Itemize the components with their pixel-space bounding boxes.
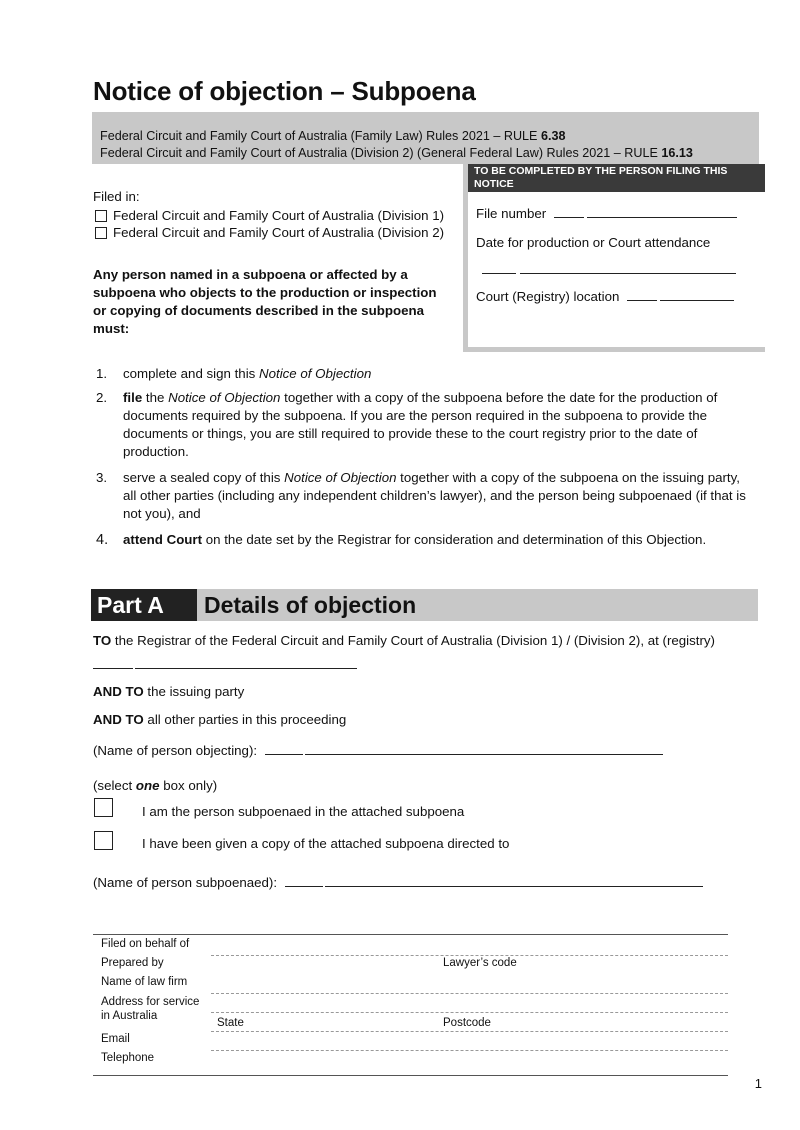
to-registrar-line [93, 633, 715, 648]
intro-instructions: Any person named in a subpoena or affected by a subpoena who objects to the production or inspection or copying of documents described in the subpoena must: [93, 267, 437, 336]
production-date-label: Date for production or Court attendance [476, 235, 711, 250]
state-label: State [217, 1017, 244, 1029]
step-number: 3. [96, 470, 108, 485]
part-a-header [91, 589, 758, 621]
rule-line-text: Federal Circuit and Family Court of Australia (Division 2) (General Federal Law) Rules 2021 – RULE [100, 146, 662, 160]
telephone-label: Telephone [101, 1052, 155, 1064]
step-text: the [142, 390, 169, 405]
step-number: 1. [96, 366, 108, 381]
step-text: serve a sealed copy of this [123, 470, 285, 485]
select-text: box only) [159, 778, 218, 793]
select-text: (select [93, 778, 136, 793]
step-text: together with a copy of the subpoena before the date for the production of documents required by the subpoena. If you are the person required in the subpoena to provide the documents or things, you are still required to provide these to the court registry prior to the date of production. [123, 390, 718, 459]
and-to-text: all other parties in this proceeding [143, 712, 347, 727]
step-strong: attend Court [123, 532, 203, 547]
lawyers-code-label: Lawyer’s code [443, 957, 517, 969]
registry-input[interactable] [93, 656, 357, 674]
division-1-checkbox[interactable] [95, 210, 107, 222]
part-a-title: Details of objection [204, 592, 417, 618]
name-subpoenaed-field[interactable] [93, 875, 703, 890]
given-copy-checkbox[interactable] [94, 831, 113, 850]
registry-location-label: Court (Registry) location [476, 289, 620, 304]
law-firm-label: Name of law firm [101, 976, 188, 988]
name-objecting-label: (Name of person objecting): [93, 743, 258, 758]
rules-banner [92, 112, 759, 164]
and-to-label: AND TO [93, 712, 144, 727]
given-copy-label: I have been given a copy of the attached subpoena directed to [142, 836, 510, 851]
division-2-label: Federal Circuit and Family Court of Australia (Division 2) [113, 225, 445, 240]
select-one-instruction [93, 778, 217, 793]
name-objecting-field[interactable] [93, 743, 663, 758]
step-text: together with a copy of the subpoena on the issuing party, all other parties (including any independent children’s lawyer), and the person being subpoenaed (if that is not you), and [123, 470, 746, 521]
filing-details-panel [463, 164, 765, 352]
step-emphasis: Notice of Objection [259, 366, 372, 381]
page-number: 1 [754, 1076, 762, 1091]
page-title: Notice of objection – Subpoena [93, 76, 476, 106]
filed-in-option-division-2[interactable] [95, 225, 444, 240]
and-to-all-parties [93, 712, 346, 727]
division-2-checkbox[interactable] [95, 227, 107, 239]
filed-in-option-division-1[interactable] [95, 208, 444, 223]
to-label: TO [93, 633, 112, 648]
registry-location-field[interactable] [476, 289, 734, 304]
email-label: Email [101, 1033, 130, 1045]
rule-line-text: Federal Circuit and Family Court of Australia (Family Law) Rules 2021 – RULE [100, 129, 541, 143]
filing-info-table [93, 934, 728, 1076]
rule-number: 6.38 [540, 129, 566, 143]
filed-on-behalf-label: Filed on behalf of [101, 938, 190, 950]
division-1-label: Federal Circuit and Family Court of Australia (Division 1) [113, 208, 445, 223]
prepared-by-label: Prepared by [101, 957, 164, 969]
person-subpoenaed-label: I am the person subpoenaed in the attached subpoena [142, 804, 465, 819]
file-number-field[interactable] [476, 206, 737, 221]
filed-in-label: Filed in: [93, 189, 140, 204]
file-number-label: File number [476, 206, 547, 221]
rule-line-general-federal-law [100, 146, 693, 160]
rule-number: 16.13 [661, 146, 693, 160]
address-label: Address for service in Australia [101, 996, 200, 1022]
step-number: 2. [96, 390, 108, 405]
name-subpoenaed-label: (Name of person subpoenaed): [93, 875, 278, 890]
step-emphasis: Notice of Objection [168, 390, 281, 405]
step-strong: file [123, 390, 143, 405]
and-to-label: AND TO [93, 684, 144, 699]
step-text: on the date set by the Registrar for consideration and determination of this Objection. [202, 532, 707, 547]
select-emphasis: one [135, 778, 160, 793]
rule-line-family-law [100, 129, 565, 143]
and-to-text: the issuing party [143, 684, 245, 699]
step-emphasis: Notice of Objection [284, 470, 397, 485]
production-date-field[interactable] [476, 262, 736, 277]
and-to-issuing-party [93, 684, 244, 699]
to-text: the Registrar of the Federal Circuit and Family Court of Australia (Division 1) / (Division 2), at (registry) [111, 633, 715, 648]
filing-details-heading: TO BE COMPLETED BY THE PERSON FILING THIS NOTICE [468, 164, 765, 192]
step-text: complete and sign this [123, 366, 260, 381]
step-number: 4. [96, 532, 109, 548]
part-a-label: Part A [91, 589, 197, 621]
person-subpoenaed-checkbox[interactable] [94, 798, 113, 817]
postcode-label: Postcode [443, 1017, 491, 1029]
